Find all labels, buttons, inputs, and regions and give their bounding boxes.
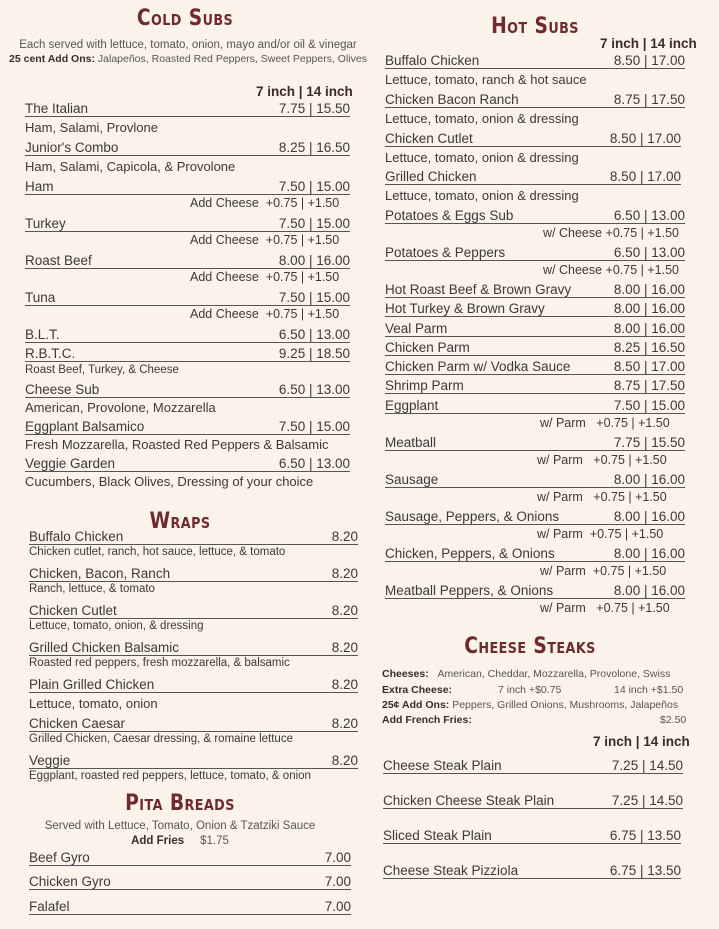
- item-price: 7.75 | 15.50: [613, 435, 685, 450]
- addon-price: +0.75 | +1.50: [605, 226, 679, 240]
- addon-line: [537, 453, 667, 467]
- item-price: 8.00 | 16.00: [613, 282, 685, 297]
- menu-item[interactable]: [385, 320, 685, 337]
- item-name: Chicken Cutlet: [385, 131, 473, 146]
- item-price: 8.20: [331, 677, 358, 692]
- menu-item[interactable]: [385, 91, 685, 108]
- item-name: Chicken Caesar: [29, 716, 126, 731]
- addon-label: Add Cheese: [190, 233, 259, 247]
- addon-label: w/ Parm: [537, 490, 583, 504]
- item-description: Lettuce, tomato, ranch & hot sauce: [385, 72, 587, 87]
- menu-item[interactable]: [25, 139, 350, 156]
- addon-price: +0.75 | +1.50: [593, 490, 667, 504]
- item-name: Ham: [25, 179, 54, 194]
- menu-item[interactable]: [385, 300, 685, 317]
- item-description: Ham, Salami, Provlone: [25, 120, 158, 135]
- cold-subs-title: Cold Subs: [136, 6, 234, 31]
- item-name: Chicken, Peppers, & Onions: [385, 546, 555, 561]
- addon-label: w/ Parm: [540, 601, 586, 615]
- extra-cheese-label: Extra Cheese:: [382, 684, 453, 696]
- menu-item[interactable]: [29, 873, 351, 890]
- item-description: Fresh Mozzarella, Roasted Red Peppers & Balsamic: [25, 437, 329, 452]
- item-name: Turkey: [25, 216, 66, 231]
- menu-item[interactable]: [385, 582, 685, 599]
- menu-item[interactable]: [383, 827, 681, 844]
- item-name: Shrimp Parm: [385, 378, 464, 393]
- french-fries-price: $2.50: [660, 714, 687, 726]
- item-price: 6.75 | 13.50: [609, 863, 681, 878]
- item-description: Ranch, lettuce, & tomato: [29, 583, 155, 595]
- item-description: American, Provolone, Mozzarella: [25, 400, 216, 415]
- menu-item[interactable]: [385, 471, 685, 488]
- addon-line: [543, 226, 679, 240]
- menu-item[interactable]: [25, 100, 350, 117]
- addon-label: w/ Parm: [537, 527, 583, 541]
- addon-price: +0.75 | +1.50: [596, 601, 670, 615]
- menu-item[interactable]: [385, 339, 685, 356]
- menu-item[interactable]: [385, 434, 685, 451]
- item-name: Hot Turkey & Brown Gravy: [385, 301, 545, 316]
- addon-label: Add Cheese: [190, 270, 259, 284]
- item-price: 6.50 | 13.00: [613, 208, 685, 223]
- addon-price: +0.75 | +1.50: [593, 453, 667, 467]
- menu-item[interactable]: [25, 178, 350, 195]
- addon-line: [190, 270, 339, 284]
- item-name: Meatball Peppers, & Onions: [385, 583, 554, 598]
- extra-cheese-label-line: [382, 684, 452, 696]
- item-name: Roast Beef: [25, 253, 92, 268]
- item-price: 6.50 | 13.00: [278, 382, 350, 397]
- item-price: 8.20: [331, 529, 358, 544]
- hot-subs-title: Hot Subs: [491, 14, 579, 39]
- item-name: Chicken Parm w/ Vodka Sauce: [385, 359, 571, 374]
- item-name: Sausage, Peppers, & Onions: [385, 509, 560, 524]
- item-description: Lettuce, tomato, onion & dressing: [385, 111, 579, 126]
- addon-price: +0.75 | +1.50: [605, 263, 679, 277]
- menu-item[interactable]: [29, 528, 358, 545]
- addon-price: +0.75 | +1.50: [265, 307, 340, 321]
- addon-label: w/ Cheese: [543, 263, 603, 277]
- item-description: Ham, Salami, Capicola, & Provolone: [25, 159, 236, 174]
- cold-subs-addons: [0, 53, 376, 65]
- addon-label: Add Cheese: [190, 307, 259, 321]
- menu-item[interactable]: [383, 862, 681, 879]
- item-price: 8.00 | 16.00: [613, 301, 685, 316]
- item-name: Cheese Sub: [25, 382, 100, 397]
- item-name: Chicken Gyro: [29, 874, 111, 889]
- item-price: 7.50 | 15.00: [278, 216, 350, 231]
- item-price: 8.75 | 17.50: [613, 378, 685, 393]
- item-price: 8.00 | 16.00: [613, 546, 685, 561]
- item-name: Cheese Steak Pizziola: [383, 863, 519, 878]
- item-name: Cheese Steak Plain: [383, 758, 502, 773]
- menu-item[interactable]: [29, 752, 358, 769]
- item-name: Falafel: [29, 899, 70, 914]
- item-name: Buffalo Chicken: [385, 53, 480, 68]
- menu-item[interactable]: [29, 676, 358, 693]
- item-price: 8.00 | 16.00: [278, 253, 350, 268]
- addon-line: [540, 601, 670, 615]
- item-name: Tuna: [25, 290, 56, 305]
- item-price: 7.25 | 14.50: [611, 758, 683, 773]
- item-name: The Italian: [25, 101, 89, 116]
- french-fries-label-line: [382, 714, 472, 726]
- item-description: Lettuce, tomato, onion, & dressing: [29, 620, 204, 632]
- item-name: Sausage: [385, 472, 439, 487]
- item-description: Eggplant, roasted red peppers, lettuce, tomato, & onion: [29, 770, 311, 782]
- addon-line: [537, 490, 667, 504]
- menu-item[interactable]: [29, 849, 351, 866]
- item-name: Grilled Chicken Balsamic: [29, 640, 180, 655]
- addon-line: [537, 527, 663, 541]
- item-price: 8.20: [331, 716, 358, 731]
- menu-item[interactable]: [25, 381, 350, 398]
- item-price: 7.25 | 14.50: [611, 793, 683, 808]
- menu-item[interactable]: [25, 252, 350, 269]
- menu-item[interactable]: [385, 207, 685, 224]
- wraps-title: Wraps: [149, 509, 211, 534]
- cold-subs-size-header: 7 inch | 14 inch: [256, 84, 353, 99]
- item-name: Chicken Cutlet: [29, 603, 117, 618]
- addon-label: w/ Cheese: [543, 226, 603, 240]
- item-price: 7.00: [324, 850, 351, 865]
- addon-line: [540, 416, 670, 430]
- item-price: 8.00 | 16.00: [613, 583, 685, 598]
- item-name: Plain Grilled Chicken: [29, 677, 155, 692]
- pita-breads-subtitle: Served with Lettuce, Tomato, Onion & Tzatziki Sauce: [44, 820, 316, 832]
- item-name: Chicken, Bacon, Ranch: [29, 566, 171, 581]
- item-price: 9.25 | 18.50: [278, 346, 350, 361]
- item-description: Lettuce, tomato, onion & dressing: [385, 188, 579, 203]
- addon-line: [543, 263, 679, 277]
- menu-item[interactable]: [385, 281, 685, 298]
- addon-line: [190, 233, 339, 247]
- menu-item[interactable]: [29, 898, 351, 915]
- cheeses-line: [382, 668, 670, 680]
- menu-item[interactable]: [385, 52, 685, 69]
- french-fries-label: Add French Fries:: [382, 714, 472, 726]
- item-description: Roasted red peppers, fresh mozzarella, & balsamic: [29, 657, 290, 669]
- item-name: R.B.T.C.: [25, 346, 76, 361]
- menu-item[interactable]: [25, 326, 350, 343]
- menu-item[interactable]: [29, 565, 358, 582]
- menu-item[interactable]: [29, 715, 358, 732]
- pita-fries-label: Add Fries: [131, 835, 185, 847]
- menu-item[interactable]: [385, 244, 685, 261]
- addon-price: +0.75 | +1.50: [589, 527, 664, 541]
- item-price: 8.50 | 17.00: [609, 169, 681, 184]
- addon-label: w/ Parm: [540, 564, 586, 578]
- item-price: 8.00 | 16.00: [613, 321, 685, 336]
- item-price: 7.50 | 15.00: [613, 398, 685, 413]
- item-price: 8.25 | 16.50: [278, 140, 350, 155]
- item-price: 7.00: [324, 899, 351, 914]
- cheese-steaks-size-header: 7 inch | 14 inch: [593, 734, 690, 749]
- item-description: Lettuce, tomato, onion: [29, 696, 158, 711]
- item-name: B.L.T.: [25, 327, 60, 342]
- item-price: 8.50 | 17.00: [613, 359, 685, 374]
- menu-item[interactable]: [25, 418, 350, 435]
- menu-item[interactable]: [25, 289, 350, 306]
- item-name: Eggplant Balsamico: [25, 419, 145, 434]
- menu-item[interactable]: [25, 215, 350, 232]
- item-price: 6.50 | 13.00: [613, 245, 685, 260]
- item-price: 7.50 | 15.00: [278, 290, 350, 305]
- item-description: Cucumbers, Black Olives, Dressing of your choice: [25, 474, 314, 489]
- menu-item[interactable]: [385, 168, 681, 185]
- item-price: 7.50 | 15.00: [278, 419, 350, 434]
- menu-item[interactable]: [383, 757, 683, 774]
- addon-label: w/ Parm: [537, 453, 583, 467]
- item-price: 6.50 | 13.00: [278, 327, 350, 342]
- item-name: Veal Parm: [385, 321, 448, 336]
- item-price: 6.75 | 13.50: [609, 828, 681, 843]
- addon-line: [190, 307, 339, 321]
- item-price: 8.00 | 16.00: [613, 472, 685, 487]
- addon-line: [540, 564, 666, 578]
- item-name: Veggie: [29, 753, 71, 768]
- item-price: 7.50 | 15.00: [278, 179, 350, 194]
- pita-fries-price: $1.75: [200, 835, 229, 847]
- item-price: 8.20: [331, 640, 358, 655]
- menu-item[interactable]: [385, 358, 685, 375]
- addon-line: [190, 196, 339, 210]
- item-price: 8.50 | 17.00: [613, 53, 685, 68]
- item-name: Grilled Chicken: [385, 169, 477, 184]
- item-name: Hot Roast Beef & Brown Gravy: [385, 282, 572, 297]
- hot-subs-size-header: 7 inch | 14 inch: [600, 36, 697, 51]
- item-name: Buffalo Chicken: [29, 529, 124, 544]
- item-price: 8.25 | 16.50: [613, 340, 685, 355]
- menu-item[interactable]: [385, 508, 685, 525]
- addon-label: w/ Parm: [540, 416, 586, 430]
- item-name: Chicken Bacon Ranch: [385, 92, 519, 107]
- menu-item[interactable]: [383, 792, 683, 809]
- menu-item[interactable]: [29, 639, 358, 656]
- item-price: 8.20: [331, 753, 358, 768]
- addon-price: +0.75 | +1.50: [265, 233, 340, 247]
- item-price: 7.00: [324, 874, 351, 889]
- item-name: Veggie Garden: [25, 456, 116, 471]
- menu-item[interactable]: [25, 345, 350, 362]
- cold-subs-addons-text: Jalapeños, Roasted Red Peppers, Sweet Peppers, Olives: [97, 53, 367, 65]
- item-price: 8.00 | 16.00: [613, 509, 685, 524]
- cheese-steaks-addons-label: 25¢ Add Ons:: [382, 699, 450, 711]
- item-price: 8.75 | 17.50: [613, 92, 685, 107]
- item-name: Sliced Steak Plain: [383, 828, 492, 843]
- menu-item[interactable]: [29, 602, 358, 619]
- cheese-steaks-title: Cheese Steaks: [464, 634, 596, 659]
- cheeses-text: American, Cheddar, Mozzarella, Provolone, Swiss: [437, 668, 671, 680]
- cold-subs-subtitle: Each served with lettuce, tomato, onion, mayo and/or oil & vinegar: [19, 39, 357, 51]
- item-name: Eggplant: [385, 398, 439, 413]
- item-name: Junior's Combo: [25, 140, 119, 155]
- cheeses-label: Cheeses:: [382, 668, 429, 680]
- addon-price: +0.75 | +1.50: [265, 270, 340, 284]
- menu-item[interactable]: [385, 545, 685, 562]
- addon-price: +0.75 | +1.50: [596, 416, 670, 430]
- item-description: Grilled Chicken, Caesar dressing, & romaine lettuce: [29, 733, 293, 745]
- cold-subs-addons-label: 25 cent Add Ons:: [9, 53, 95, 65]
- item-price: 8.20: [331, 603, 358, 618]
- menu-item[interactable]: [385, 397, 685, 414]
- item-description: Lettuce, tomato, onion & dressing: [385, 150, 579, 165]
- addon-price: +0.75 | +1.50: [265, 196, 340, 210]
- extra-cheese-7: 7 inch +$0.75: [498, 684, 562, 696]
- menu-item[interactable]: [25, 455, 350, 472]
- item-name: Meatball: [385, 435, 437, 450]
- item-price: 8.20: [331, 566, 358, 581]
- addon-label: Add Cheese: [190, 196, 259, 210]
- menu-item[interactable]: [385, 377, 685, 394]
- item-description: Chicken cutlet, ranch, hot sauce, lettuce, & tomato: [29, 546, 286, 558]
- item-name: Chicken Parm: [385, 340, 470, 355]
- pita-fries-line: [0, 835, 360, 847]
- item-description: Roast Beef, Turkey, & Cheese: [25, 364, 179, 376]
- addon-price: +0.75 | +1.50: [592, 564, 667, 578]
- item-name: Chicken Cheese Steak Plain: [383, 793, 555, 808]
- cheese-steaks-addons-line: [382, 699, 678, 711]
- item-price: 7.75 | 15.50: [278, 101, 350, 116]
- extra-cheese-14: 14 inch +$1.50: [614, 684, 684, 696]
- item-name: Beef Gyro: [29, 850, 90, 865]
- item-name: Potatoes & Eggs Sub: [385, 208, 514, 223]
- pita-breads-title: Pita Breads: [125, 791, 235, 816]
- item-price: 6.50 | 13.00: [278, 456, 350, 471]
- menu-item[interactable]: [385, 130, 681, 147]
- item-name: Potatoes & Peppers: [385, 245, 506, 260]
- cheese-steaks-addons-text: Peppers, Grilled Onions, Mushrooms, Jalapeños: [452, 699, 679, 711]
- item-price: 8.50 | 17.00: [609, 131, 681, 146]
